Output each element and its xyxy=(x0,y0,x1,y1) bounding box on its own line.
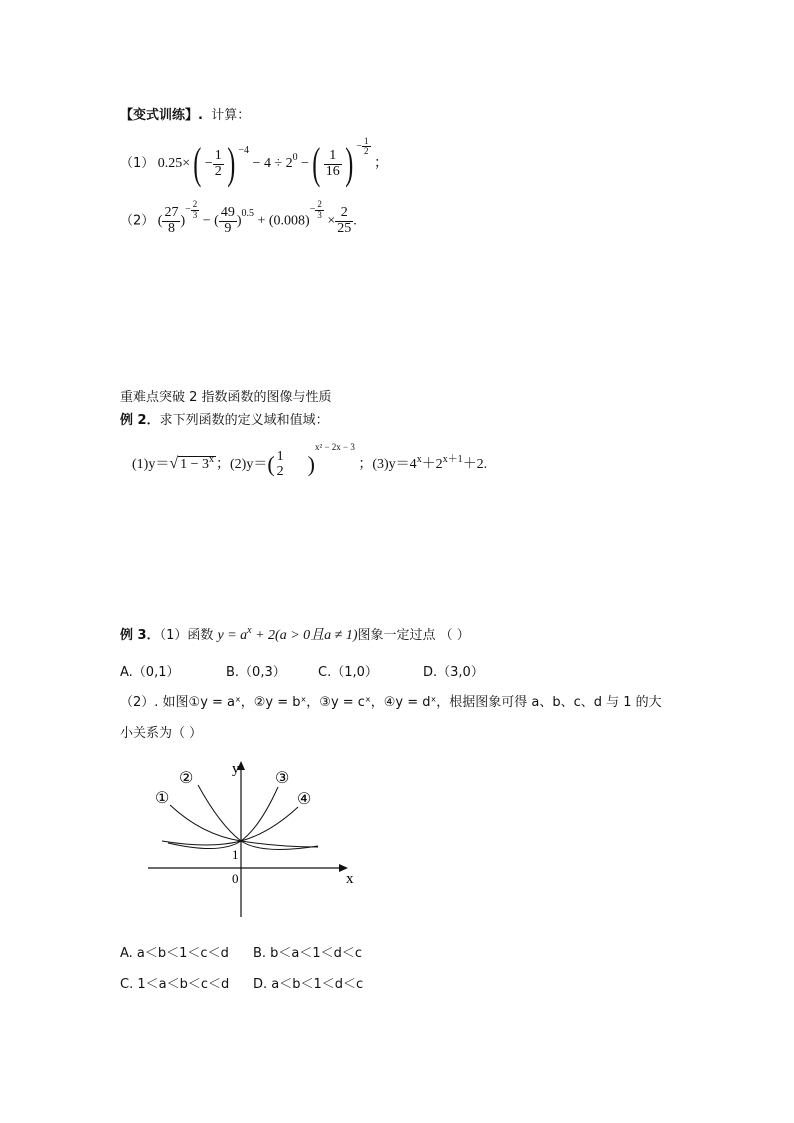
exponential-graph xyxy=(140,755,370,925)
origin-label: 0 xyxy=(232,871,239,886)
curve-1 xyxy=(170,805,318,847)
example-3-question-1: 例 3．（1）函数 $y = a^x + 2(a > 0$且a ≠ 1)图象一定过点 （ ） xyxy=(120,625,470,643)
one-label: 1 xyxy=(232,847,239,862)
curve-2-label: ② xyxy=(179,770,194,787)
x-axis-label: x xyxy=(346,871,354,887)
option-1d[interactable]: D.（3,0） xyxy=(423,665,484,680)
example-3-question-2-line1: （2）. 如图①y = aˣ，②y = bˣ，③y = cˣ，④y = dˣ，根据图象可得 a、b、c、d 与 1 的大 xyxy=(120,695,662,710)
expression-1: （1） 0.25×( − $\frac{1}{2}$ ) $^{-4} - 4 \div 2^0$ −( $\frac{1}{16}$ ) $^{- \frac{1}{2}}$ ； xyxy=(120,135,388,188)
option-1b[interactable]: B.（0,3） xyxy=(226,665,286,680)
curve-3-label: ③ xyxy=(275,770,290,787)
option-2c[interactable]: C. 1＜a＜b＜c＜d xyxy=(120,977,230,992)
option-2b[interactable]: B. b＜a＜1＜d＜c xyxy=(253,946,363,961)
example-2-functions: (1)y＝√ $1 - 3^x$ ；(2)y＝( 1 2 )$^{x^2 - 2x - 3}$ ；$(3)y=4^x+2^{x+1}+2$. xyxy=(132,441,488,479)
expression-2: （2） ( $\frac{27}{8}$ )$^{- \frac{2}{3}}$ − ( $\frac{49}{9}$ )$^{0.5} + (0.008)^{- \frac{2}{3}}$ × $\frac{2}{25}$ . xyxy=(120,199,357,236)
y-axis-label: y xyxy=(232,761,240,777)
curve-4-label: ④ xyxy=(297,791,312,808)
example-3-question-2-line2: 小关系为（ ） xyxy=(120,726,203,741)
option-2a[interactable]: A. a＜b＜1＜c＜d xyxy=(120,946,229,961)
breakthrough-title: 重难点突破 2 指数函数的图像与性质 xyxy=(120,390,332,405)
option-1c[interactable]: C.（1,0） xyxy=(318,665,378,680)
option-2d[interactable]: D. a＜b＜1＜d＜c xyxy=(253,977,364,992)
variant-training-heading: 【变式训练】. 计算： xyxy=(120,108,251,123)
example-2-question: 例 2．求下列函数的定义域和值域： xyxy=(120,413,329,428)
curve-3 xyxy=(168,787,278,849)
option-1a[interactable]: A.（0,1） xyxy=(120,665,180,680)
curve-1-label: ① xyxy=(155,790,170,807)
